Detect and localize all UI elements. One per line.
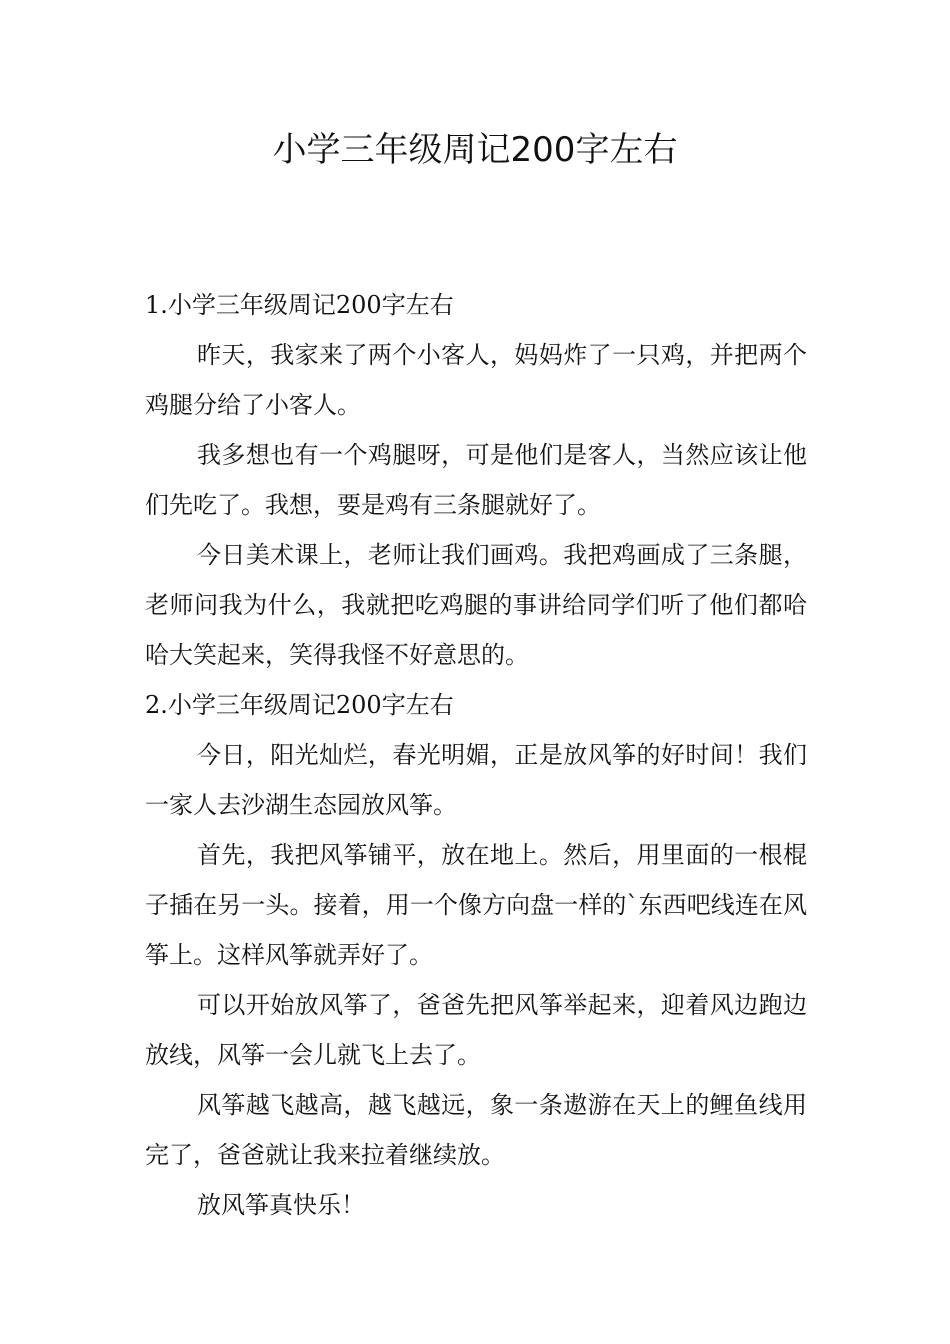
- paragraph: 今日美术课上，老师让我们画鸡。我把鸡画成了三条腿，老师问我为什么，我就把吃鸡腿的事讲给同学们听了他们都哈哈大笑起来，笑得我怪不好意思的。: [145, 541, 807, 669]
- essay-section-1: [145, 280, 807, 680]
- document-title: 小学三年级周记200字左右: [272, 130, 678, 170]
- section-heading: 2.小学三年级周记200字左右: [145, 691, 454, 719]
- paragraph: 首先，我把风筝铺平，放在地上。然后，用里面的一根棍子插在另一头。接着，用一个像方向盘一样的`东西吧线连在风筝上。这样风筝就弄好了。: [145, 841, 807, 969]
- paragraph: 昨天，我家来了两个小客人，妈妈炸了一只鸡，并把两个鸡腿分给了小客人。: [145, 341, 807, 419]
- document-body: [145, 280, 807, 1230]
- section-heading: 1.小学三年级周记200字左右: [145, 291, 454, 319]
- essay-section-2: [145, 680, 807, 1230]
- paragraph: 风筝越飞越高，越飞越远，象一条遨游在天上的鲤鱼线用完了，爸爸就让我来拉着继续放。: [145, 1091, 807, 1169]
- paragraph: 可以开始放风筝了，爸爸先把风筝举起来，迎着风边跑边放线，风筝一会儿就飞上去了。: [145, 991, 807, 1069]
- paragraph: 我多想也有一个鸡腿呀，可是他们是客人，当然应该让他们先吃了。我想，要是鸡有三条腿就好了。: [145, 441, 807, 519]
- paragraph: 今日，阳光灿烂，春光明媚，正是放风筝的好时间！我们一家人去沙湖生态园放风筝。: [145, 741, 807, 819]
- paragraph: 放风筝真快乐！: [197, 1191, 365, 1219]
